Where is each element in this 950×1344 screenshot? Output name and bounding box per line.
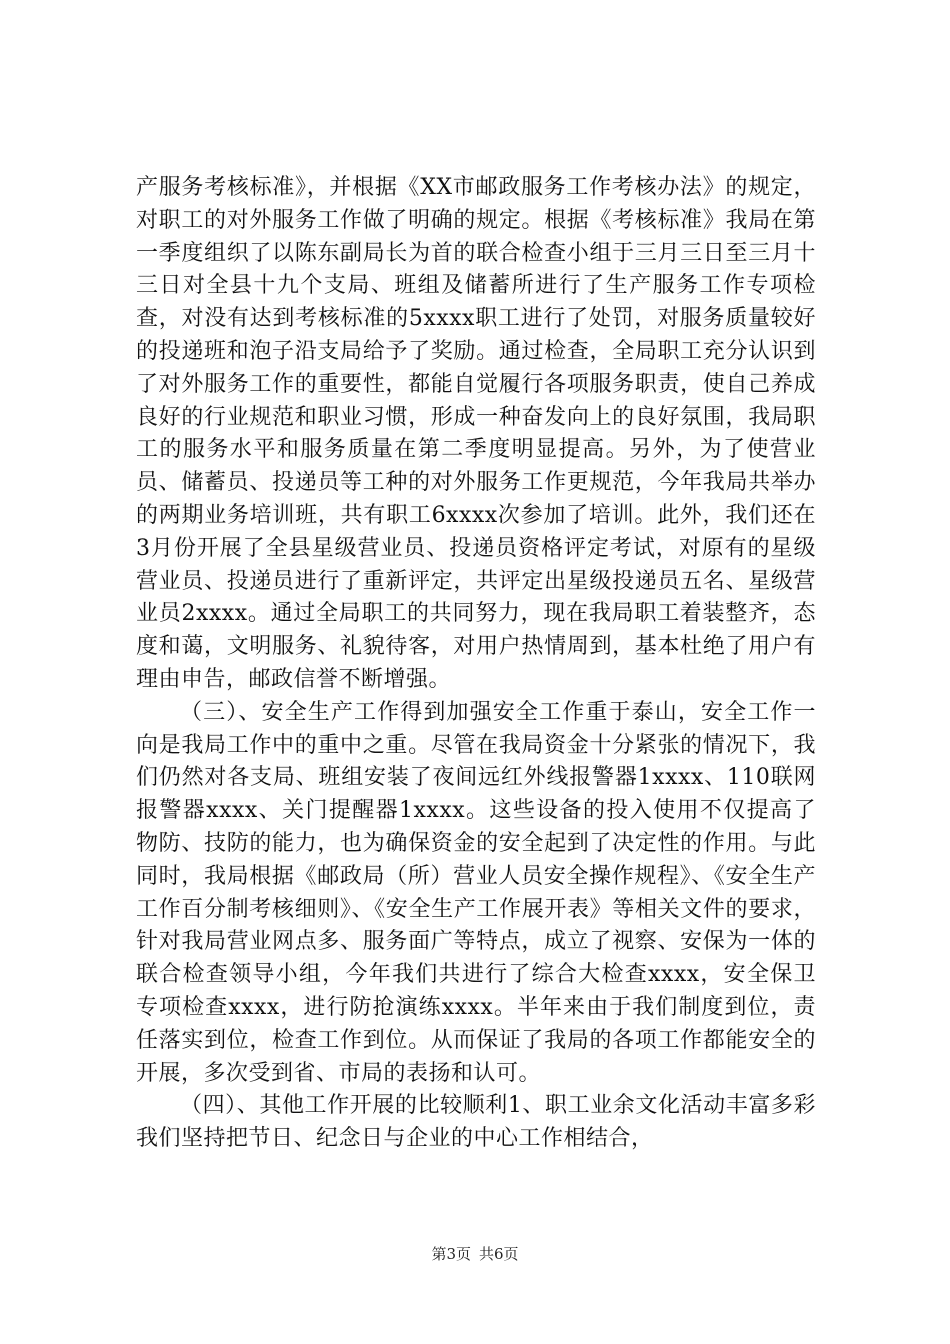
paragraph-service-assessment: 产服务考核标准》，并根据《XX市邮政服务工作考核办法》的规定，对职工的对外服务工作做了明确的规定。根据《考核标准》我局在第一季度组织了以陈东副局长为首的联合检查小组于三月三日至三月十三日对全县十九个支局、班组及储蓄所进行了生产服务工作专项检查，对没有达到考核标准的5xxxx职工进行了处罚，对服务质量较好的投递班和泡子沿支局给予了奖励。通过检查，全局职工充分认识到了对外服务工作的重要性，都能自觉履行各项服务职责，使自己养成良好的行业规范和职业习惯，形成一种奋发向上的良好氛围，我局职工的服务水平和服务质量在第二季度明显提高。另外，为了使营业员、储蓄员、投递员等工种的对外服务工作更规范，今年我局共举办的两期业务培训班，共有职工6xxxx次参加了培训。此外，我们还在3月份开展了全县星级营业员、投递员资格评定考试，对原有的星级营业员、投递员进行了重新评定，共评定出星级投递员五名、星级营业员2xxxx。通过全局职工的共同努力，现在我局职工着装整齐，态度和蔼，文明服务、礼貌待客，对用户热情周到，基本杜绝了用户有理由申告，邮政信誉不断增强。 xyxy=(136,175,816,692)
paragraph-safety-production: （三）、安全生产工作得到加强安全工作重于泰山，安全工作一向是我局工作中的重中之重。尽管在我局资金十分紧张的情况下，我们仍然对各支局、班组安装了夜间远红外线报警器1xxxx、110联网报警器xxxx、关门提醒器1xxxx。这些设备的投入使用不仅提高了物防、技防的能力，也为确保资金的安全起到了决定性的作用。与此同时，我局根据《邮政局（所）营业人员安全操作规程》、《安全生产工作百分制考核细则》、《安全生产工作展开表》等相关文件的要求，针对我局营业网点多、服务面广等特点，成立了视察、安保为一体的联合检查领导小组，今年我们共进行了综合大检查xxxx，安全保卫专项检查xxxx，进行防抢演练xxxx。半年来由于我们制度到位，责任落实到位，检查工作到位。从而保证了我局的各项工作都能安全的开展，多次受到省、市局的表扬和认可。 xyxy=(136,699,816,1086)
page-number-current: 第3页 xyxy=(431,1245,471,1263)
document-body xyxy=(136,172,816,1156)
paragraph-other-work: （四）、其他工作开展的比较顺利1、职工业余文化活动丰富多彩我们坚持把节日、纪念日与企业的中心工作相结合， xyxy=(136,1093,816,1152)
page-footer xyxy=(0,1244,950,1264)
page-number-total: 共6页 xyxy=(479,1245,519,1263)
